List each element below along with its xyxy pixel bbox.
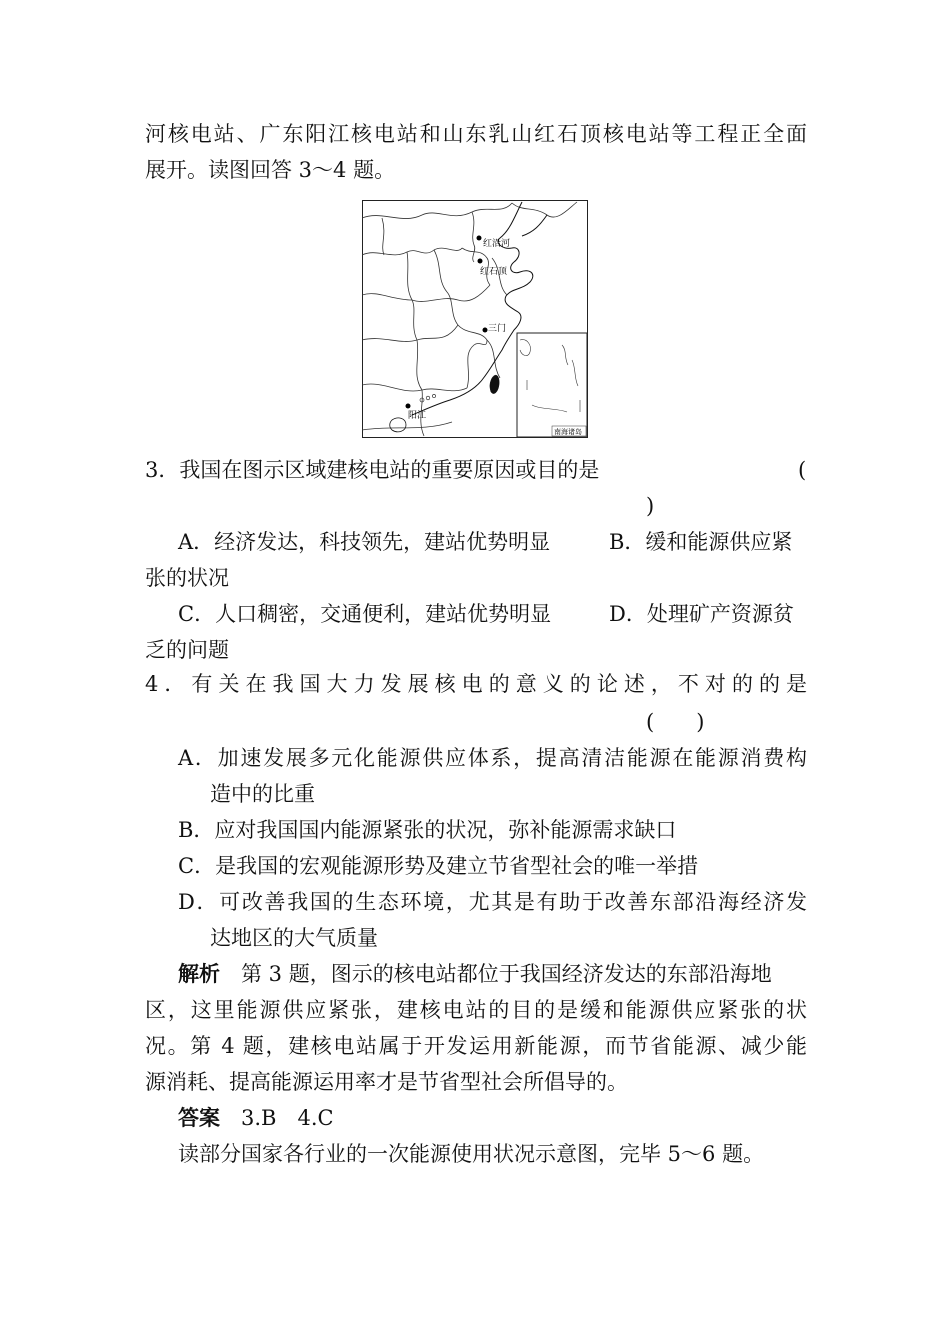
analysis-label: 解析 [178,961,220,986]
q4-option-d-line1: D．可改善我国的生态环境，尤其是有助于改善东部沿海经济发 [178,890,807,914]
south-sea-inset [517,333,587,437]
next-question-intro: 读部分国家各行业的一次能源使用状况示意图，完毕 5～6 题。 [178,1142,765,1166]
q4-option-c: C．是我国的宏观能源形势及建立节省型社会的唯一举措 [178,854,699,878]
q4-option-a-line2: 造中的比重 [210,782,315,806]
q4-option-a-line1: A．加速发展多元化能源供应体系，提高清洁能源在能源消费构 [178,746,807,770]
q3-option-c: C．人口稠密，交通便利，建站优势明显 [178,602,552,626]
q4-paren: ( ) [646,710,705,734]
q3-option-d-part2: 乏的问题 [145,638,229,662]
analysis-line-2: 区，这里能源供应紧张，建核电站的目的是缓和能源供应紧张的状 [145,998,807,1022]
q4-option-b: B．应对我国国内能源紧张的状况，弥补能源需求缺口 [178,818,677,842]
answer-label: 答案 [178,1105,220,1130]
intro-line-2: 展开。读图回答 3～4 题。 [145,158,396,182]
map-figure [362,200,588,438]
intro-line-1: 河核电站、广东阳江核电站和山东乳山红石顶核电站等工程正全面 [145,122,807,146]
analysis-line-1 [178,956,807,992]
q3-option-a: A．经济发达，科技领先，建站优势明显 [178,530,551,554]
sanmen-label: 三门 [488,324,507,334]
analysis-line-3: 况。第 4 题，建核电站属于开发运用新能源，而节省能源、减少能 [145,1034,807,1058]
hongyanhe-label: 红沿河 [483,239,511,249]
sanmen-marker-icon [483,328,488,333]
answer-line [178,1100,807,1136]
q4-stem: 4．有关在我国大力发展核电的意义的论述，不对的的是 [145,672,807,696]
hongyanhe-marker-icon [477,236,482,241]
analysis-text-1: 第 3 题，图示的核电站都位于我国经济发达的东部沿海地 [220,962,772,986]
hongshiding-label: 红石顶 [480,267,508,277]
q3-option-d-part1: D．处理矿产资源贫 [609,602,794,626]
q3-option-b-part1: B．缓和能源供应紧 [609,530,793,554]
inset-label: 南海诸岛 [554,428,582,436]
yangjiang-label: 阳江 [408,411,427,421]
q3-paren-open: ( [798,458,807,482]
q3-option-b-part2: 张的状况 [145,566,229,590]
q3-stem: 3．我国在图示区域建核电站的重要原因或目的是 [145,458,600,482]
nuclear-plants-map [362,200,588,438]
yangjiang-marker-icon [406,404,411,409]
q3-paren-close: ) [646,494,655,518]
q4-option-d-line2: 达地区的大气质量 [210,926,378,950]
analysis-line-4: 源消耗、提高能源运用率才是节省型社会所倡导的。 [145,1070,628,1094]
hongshiding-marker-icon [478,259,483,264]
answer-text: 3.B 4.C [220,1106,334,1130]
